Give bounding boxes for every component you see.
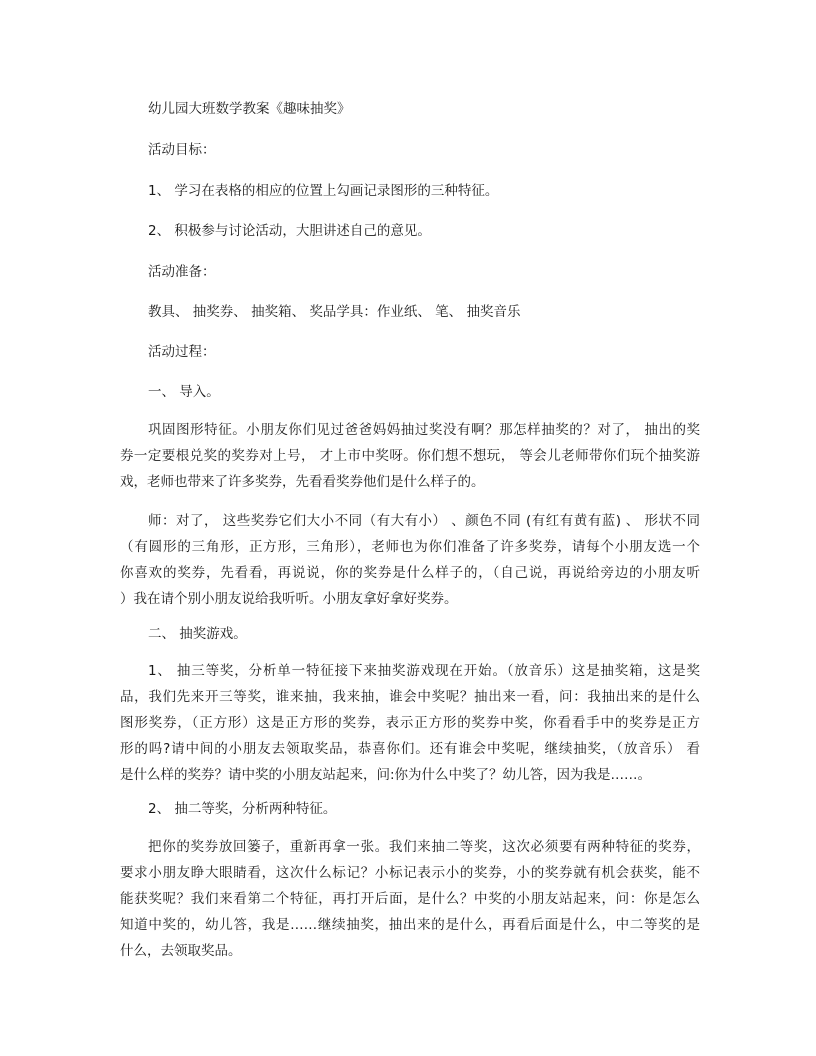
paragraph-line: 券一定要根兑奖的奖券对上号， 才上市中奖呀。你们想不想玩， 等会儿老师带你们玩个抽奖游 (120, 448, 700, 464)
paragraph-line: ）我在请个别小朋友说给我听听。小朋友拿好拿好奖券。 (120, 591, 458, 607)
paragraph-line: 品，我们先来开三等奖，谁来抽，我来抽，谁会中奖呢？抽出来一看，问：我抽出来的是什么 (120, 689, 700, 705)
paragraph-line: 戏，老师也带来了许多奖券，先看看奖券他们是什么样子的。 (120, 474, 485, 490)
paragraph-line: 把你的奖券放回篓子，重新再拿一张。我们来抽二等奖，这次必须要有两种特征的奖券， (148, 839, 700, 855)
paragraph-line: 图形奖券，（正方形）这是正方形的奖券，表示正方形的奖券中奖，你看看手中的奖券是正方 (120, 715, 700, 731)
paragraph-line: 形的吗?请中间的小朋友去领取奖品，恭喜你们。还有谁会中奖呢，继续抽奖，（放音乐） 看 (120, 741, 700, 757)
paragraph-line: 什么，去领取奖品。 (120, 943, 242, 959)
paragraph-line: 是什么样的奖券？请中奖的小朋友站起来，问:你为什么中奖了？幼儿答，因为我是……。 (120, 767, 652, 783)
sub-heading-second-prize: 2、 抽二等奖，分析两种特征。 (148, 801, 337, 817)
section-heading-game: 二、 抽奖游戏。 (148, 626, 247, 642)
paragraph-teacher (120, 508, 700, 612)
paragraph-line: 巩固图形特征。小朋友你们见过爸爸妈妈抽过奖没有啊？那怎样抽奖的？对了， 抽出的奖 (148, 422, 700, 438)
paragraph-line: 1、 抽三等奖，分析单一特征接下来抽奖游戏现在开始。（放音乐）这是抽奖箱，这是奖 (148, 663, 700, 679)
paragraph-third-prize (120, 658, 700, 788)
paragraph-line: 知道中奖的，幼儿答，我是……继续抽奖，抽出来的是什么，再看后面是什么，中二等奖的是 (120, 917, 700, 933)
section-heading-intro: 一、 导入。 (148, 384, 220, 400)
paragraph-line: 能获奖呢？我们来看第二个特征，再打开后面，是什么？中奖的小朋友站起来，问：你是怎么 (120, 891, 700, 907)
document-title: 幼儿园大班数学教案《趣味抽奖》 (148, 101, 351, 117)
paragraph-intro (120, 417, 700, 495)
paragraph-second-prize (120, 834, 700, 964)
prep-text: 教具、 抽奖券、 抽奖箱、 奖品学具：作业纸、 笔、 抽奖音乐 (148, 304, 521, 320)
paragraph-line: 师：对了， 这些奖券它们大小不同（有大有小） 、颜色不同 (有红有黄有蓝) 、 形状不同 (148, 513, 700, 529)
goal-heading: 活动目标： (148, 142, 216, 158)
paragraph-line: 要求小朋友睁大眼睛看，这次什么标记？小标记表示小的奖券，小的奖券就有机会获奖，能不 (120, 865, 700, 881)
prep-heading: 活动准备： (148, 264, 216, 280)
paragraph-line: （有圆形的三角形，正方形，三角形），老师也为你们准备了许多奖券，请每个小朋友选一个 (120, 539, 700, 555)
process-heading: 活动过程： (148, 344, 216, 360)
goal-item-2: 2、 积极参与讨论活动，大胆讲述自己的意见。 (148, 223, 431, 239)
goal-item-1: 1、 学习在表格的相应的位置上勾画记录图形的三种特征。 (148, 183, 499, 199)
paragraph-line: 你喜欢的奖券，先看看，再说说，你的奖券是什么样子的，（自己说，再说给旁边的小朋友听 (120, 565, 700, 581)
